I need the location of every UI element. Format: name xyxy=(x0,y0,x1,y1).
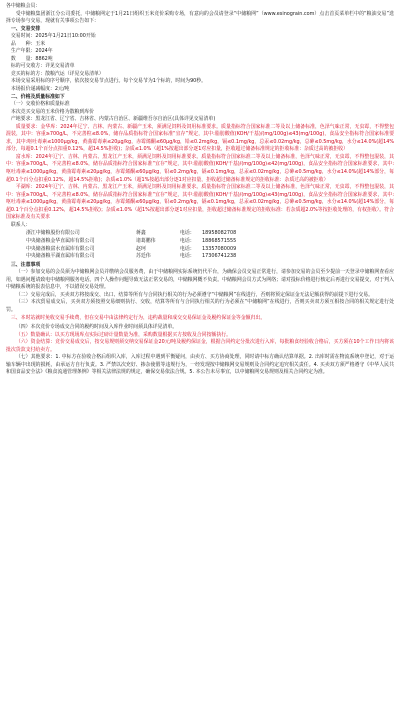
section-2-title: 二、价格及质量标准如下 xyxy=(10,93,65,100)
s1-bidding-order: 本场交易采用标的序号顺序，依次按交易节点进行。每个交易节为1个标的，时间为90秒。 xyxy=(10,78,207,85)
contact-row xyxy=(26,253,394,261)
s1-production-year: 生产年限：2024年 xyxy=(10,48,53,55)
contacts-list xyxy=(6,230,394,260)
contact-phone: 13357080009 xyxy=(202,245,237,252)
contact-person: 赵珂 xyxy=(136,245,146,252)
note-3-contract-performance: （三）本次贸易成交后，买卖双方须按照交易细则执行、交收，结算等所有与合同执行相关的行为必须在“中储粮网”在线进行，否则买卖双方须互相按合同的相关规定进行处罚。 xyxy=(6,299,394,313)
contact-company: 浙江中储粮股份有限公司 xyxy=(26,230,80,237)
origin-requirement: 产地要求：黑龙江省、辽宁省、吉林省、内蒙古自治区、新疆维吾尔自治区(具体详见交易清单) xyxy=(10,116,216,123)
s1-price-decrement: 本场报价递减幅度：2元/吨 xyxy=(10,86,70,93)
contact-person: 苏廷伟 xyxy=(136,253,151,260)
s1-variety: 品 种：玉米 xyxy=(10,40,46,47)
note-4-schedule: （四）本次竞价专场成交合同的履约时间及入库作业时间须具体详见清单。 xyxy=(15,323,178,330)
contact-phone: 18958082708 xyxy=(202,230,237,237)
intro-paragraph: 受中储粮集团浙江分公司委托，中储粮网定于1月21日组织玉米竞价采购专场，有意向的会员请登录“中储粮网”（www.esinograin.com）点击首页菜单栏中的“粮油交易”选择专场参与交易，现就有关事项公告如下： xyxy=(6,10,394,25)
contact-phone: 17306741238 xyxy=(202,253,237,260)
fee-notice: 三、本时站就时免收交易手续费，但在交易中由法律约定行为，违约裁量和成交交易保证金及履约保证金等金额归出。 xyxy=(10,315,266,322)
s2-subtitle: （一）交收价格和质量标准 xyxy=(10,101,70,108)
greeting: 各中储粮会员： xyxy=(6,3,41,9)
contact-tel-label: 电话： xyxy=(180,230,195,237)
contact-company: 中央储备粮金华直属库有限公司 xyxy=(26,237,95,244)
note-1-membership: （一）参加交易的会员须为中储粮网会员并缴纳会员服务费，由于中储粮网实际系统仍代平台，为确保会员交易正常进行，请参加交易的会员至少提前一天登录中储粮网查看应用，如遇问题请致电中储粮网服务电话。四个人操作问题导致无法正常交易的，中储粮网概不负责。中储粮网会员方式为网络；请对投标价格进行核定后再进行交易提交，对于判入中储粮系统的报表信息中，不以错误交易处理。 xyxy=(6,269,394,291)
contact-person: 蒋鑫 xyxy=(136,230,146,237)
note-2-online-execution: （二）交易完成后，买卖双方将按成交、出口、结算等所有与合同执行相关的行为必须遵守“中储粮网”在线进行，否则将预定保证金无法足额获得的前提下进行交易。 xyxy=(15,291,373,298)
contacts-label: 联系人： xyxy=(10,221,31,228)
contact-tel-label: 电话： xyxy=(180,253,195,260)
note-7-other-requirements: （七）其他要求：1. 中标方在验收合格后组织入库，入库过程中遇到平衡疑问，由卖方、买方协商处理，同时请中标方确认结算单据。2. 出库时需在物流系统中登记，对于运输车辆中出现的损耗，由承运方自行负责。3. 严禁以次充好、掺杂使假等违规行为，一经发现按中储粮网交易规则及合同约定追究相关责任。4. 买卖双方须严格遵守《中华人民共和国食品安全法》《粮食流通管理条例》等相关法律法规的规定，确保交易依法合规。5. 本公告未尽事宜，以中储粮网交易规则及相关合同约定为准。 xyxy=(6,354,394,376)
section-3-title: 三、注意事项 xyxy=(10,261,41,268)
contact-row xyxy=(26,238,394,246)
s1-quantity: 数 量：8862吨 xyxy=(10,55,53,62)
s2-price-basis: 本次竞买交易的玉米价格为散粮到库价 xyxy=(10,108,95,115)
quality-requirement-jinhua: 质量要求：金华库：2024年辽宁、吉林、内蒙古、新疆产玉米，须满足饲料及饲用标准要求。质量指标符合国家标准二等及以上储备标准，色泽气味正常，无虫霉，不得整包混装，其中：容重≥700g/L，不完善粒≤8.0%，储存品质指标符合国家标准“宜存”规定，其中:脂肪酸值(KOH/干基)/(mg/100g)≤43(mg/100g)，食品安全指标符合国家标准要求，其中:呕吐毒素≤1000μg/kg，黄曲霉毒素≤20μg/kg，赤霉烯酮≤60μg/kg，铅≤0.2mg/kg，镉≤0.1mg/kg，总汞≤0.02mg/kg，总砷≤0.5mg/kg，水分≤14.0%(超14%部分，每超0.1个百分点扣重0.12%，超14.5%拒收)；杂质≤1.0%（超1%按超出部分逐1对应扣量，拒收超过储备标准规定的拒收标准：杂质过高的被拒收） xyxy=(6,123,394,153)
contact-phone: 18868571555 xyxy=(202,237,237,244)
contact-company: 中央储备粮平湖直属库有限公司 xyxy=(26,253,95,260)
contact-tel-label: 电话： xyxy=(180,237,195,244)
s1-transport-mode: 竞买的标的方：散粮汽运（详见交易清单） xyxy=(10,70,104,77)
contact-row xyxy=(26,246,394,254)
contact-tel-label: 电话： xyxy=(180,245,195,252)
contact-row xyxy=(26,230,394,238)
quality-requirement-fushui: 富水库：2024年辽宁、吉林、内蒙古、黑龙江产玉米，须满足饲料及饲用标准要求。质量指标符合国家标准二等及以上储备标准，色泽气味正常，无虫霉，不得整包混装，其中：容重≥700g/L，不完善粒≤8.0%，储存品质指标符合国家标准“宜存”规定，其中:脂肪酸值(KOH/干基)/(mg/100g)≤42(mg/100g)，食品安全指标符合国家标准要求，其中:呕吐毒素≤1000μg/kg，黄曲霉毒素≤20μg/kg，赤霉烯酮≤60μg/kg，铅≤0.2mg/kg，镉≤0.1mg/kg，总汞≤0.02mg/kg，总砷≤0.5mg/kg，水分≤14.0%(超14%部分，每超0.1个百分点扣重0.12%，超14.5%拒收)；杂质≤1.0%（超1%按超出部分逐1对应扣量，拒收超过储备标准规定的拒收标准：杂质过高的被拒收） xyxy=(6,153,394,183)
contact-person: 诸葛鹏伟 xyxy=(136,237,156,244)
note-5-quantity-confirmation: （五）数量确认：以买方现场库点实际过磅计量数量为准，采购数量根据买方按收及合同按额执行。 xyxy=(15,331,231,338)
s1-delivery-party: 标的可交收方：详见交易清单 xyxy=(10,63,75,70)
quality-requirement-pinghu: 平湖库：2024年辽宁、吉林、内蒙古、黑龙江产玉米，须满足饲料及饲用标准要求。质量指标符合国家标准二等及以上储备标准，色泽气味正常，无虫霉，不得整包混装，其中：容重≥700g/L，不完善粒≤8.0%，储存品质指标符合国家标准“宜存”规定，其中:脂肪酸值(KOH/干基)/(mg/100g)≤43(mg/100g)，食品安全指标符合国家标准要求，其中:呕吐毒素≤1000μg/kg，黄曲霉毒素≤20μg/kg，赤霉烯酮≤60μg/kg，铅≤0.2mg/kg，镉≤0.1mg/kg，总汞≤0.02mg/kg，总砷≤0.5mg/kg，水分≤14.0%(超14%部分，每超0.1个百分点扣重0.12%，超14.5%拒收)；杂质≤1.0%（超1%按超出部分逐1对应扣量，拒收超过储备标准规定的拒收标准：若杂质超2.0%等按拒收处理的，有权拒收）。符合国家标准及有关要求 xyxy=(6,184,394,221)
s1-trade-time: 交易时间：2025年1月21日10:00开始 xyxy=(10,33,96,40)
note-6-settlement: （六）资金结算：竞价交易成交后，按交易规则须交纳交易保证金20元/吨及履约保证金，根据合同约定分批次进行入库，每批粮食经验收合格后，买方须在10个工作日内将该批次货款支付给卖方。 xyxy=(6,339,394,353)
section-1-title: 一、交易安排 xyxy=(10,25,41,32)
contact-company: 中央储备粮富水直属库有限公司 xyxy=(26,245,95,252)
